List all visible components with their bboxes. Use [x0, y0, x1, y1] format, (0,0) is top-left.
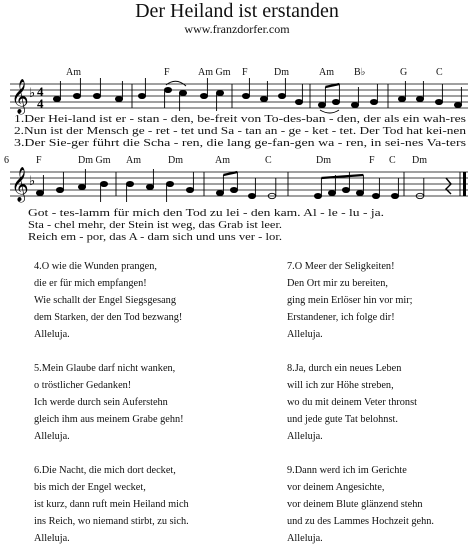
verse-line: 8.Ja, durch ein neues Leben	[287, 363, 402, 374]
verse-7	[287, 258, 474, 343]
verse-line: und zu des Lammes Hochzeit gehn.	[287, 516, 434, 527]
verse-line: ging mein Erlöser hin vor mir;	[287, 295, 413, 306]
chord-symbol: Am	[126, 155, 141, 166]
staff-system-1	[10, 67, 468, 149]
lyrics-system-1	[14, 114, 466, 149]
lyric-line: 1.Der Hei-land ist er - stan - den, be-freit von To-des-ban - den, der als ein wah-res	[14, 114, 467, 125]
chord-symbols-2	[36, 155, 427, 166]
verse-9	[287, 462, 474, 547]
verse-line: 5.Mein Glaube darf nicht wanken,	[34, 363, 176, 374]
treble-clef-icon: 𝄞	[11, 168, 29, 201]
verse-line: ins Reich, wo niemand stirbt, zu sich.	[34, 516, 189, 527]
verse-line: 4.O wie die Wunden prangen,	[34, 261, 157, 272]
verse-line: Alleluja.	[34, 431, 70, 442]
treble-clef-icon: 𝄞	[11, 80, 29, 113]
verse-line: Alleluja.	[34, 533, 70, 544]
measure-number: 6	[4, 155, 9, 166]
chord-symbol: Dm	[316, 155, 331, 166]
website-url[interactable]: www.franzdorfer.com	[184, 22, 290, 36]
lyric-line: Sta - chel mehr, der Stein ist weg, das Grab ist leer.	[28, 220, 282, 231]
additional-verses	[0, 258, 474, 544]
verse-column-right	[287, 258, 474, 547]
chord-symbol: Am Gm	[198, 67, 231, 78]
sheet-music	[0, 0, 474, 258]
chord-symbol: Dm	[274, 67, 289, 78]
staff-system-2	[4, 155, 468, 243]
verse-line: Alleluja.	[34, 329, 70, 340]
chord-symbol: Am	[319, 67, 334, 78]
chord-symbol: B♭	[354, 67, 366, 78]
verse-line: ist kurz, dann ruft mein Heiland mich	[34, 499, 189, 510]
lyric-line: Reich em - por, das A - dam sich und uns ver - lor.	[28, 232, 282, 243]
verse-line: gleich ihm aus meinem Grabe gehn!	[34, 414, 184, 425]
quarter-rest-icon	[446, 178, 451, 194]
verse-line: o tröstlicher Gedanken!	[34, 380, 132, 391]
verse-line: 7.O Meer der Seligkeiten!	[287, 261, 395, 272]
chord-symbol: F	[164, 67, 170, 78]
lyric-line: 2.Nun ist der Mensch ge - ret - tet und Sa - tan an - ge - ket - tet. Der Tod hat kei-nen	[14, 126, 466, 137]
verse-5	[34, 360, 254, 445]
lyric-line: 3.Der Sie-ger führt die Scha - ren, die lang ge-fan-gen wa - ren, in sei-nes Va-ters	[14, 138, 467, 149]
verse-line: und jede gute Tat belohnst.	[287, 414, 398, 425]
chord-symbol: F	[369, 155, 375, 166]
verse-line: Wie schallt der Engel Siegsgesang	[34, 295, 176, 306]
chord-symbol: G	[400, 67, 408, 78]
chord-symbol: Dm Gm	[78, 155, 111, 166]
verse-line: will ich zur Höhe streben,	[287, 380, 394, 391]
time-signature-top: 4	[37, 84, 44, 99]
verse-line: Alleluja.	[287, 431, 323, 442]
song-title: Der Heiland ist erstanden	[135, 0, 339, 22]
flat-key-signature-icon: ♭	[29, 85, 36, 100]
lyrics-system-2	[28, 208, 384, 243]
notes-2	[36, 169, 466, 202]
verse-line: die er für mich empfangen!	[34, 278, 147, 289]
verse-line: wo du mit deinem Veter thronst	[287, 397, 417, 408]
chord-symbol: F	[36, 155, 42, 166]
chord-symbols-1	[66, 67, 443, 78]
chord-symbol: Am	[215, 155, 230, 166]
verse-line: dem Starken, der den Tod bezwang!	[34, 312, 183, 323]
verse-4	[34, 258, 254, 343]
chord-symbol: Dm	[168, 155, 183, 166]
verse-line: Den Ort mir zu bereiten,	[287, 278, 388, 289]
verse-6	[34, 462, 254, 547]
chord-symbol: C	[389, 155, 396, 166]
chord-symbol: F	[242, 67, 248, 78]
verse-line: vor deinem Angesichte,	[287, 482, 385, 493]
verse-line: 9.Dann werd ich im Gerichte	[287, 465, 407, 476]
verse-line: Erstandener, ich folge dir!	[287, 312, 395, 323]
verse-line: vor deinem Blute glänzend stehn	[287, 499, 423, 510]
chord-symbol: C	[265, 155, 272, 166]
verse-column-left	[34, 258, 254, 547]
verse-line: Ich werde durch sein Auferstehn	[34, 397, 168, 408]
chord-symbol: C	[436, 67, 443, 78]
verse-line: 6.Die Nacht, die mich dort decket,	[34, 465, 176, 476]
chord-symbol: Dm	[412, 155, 427, 166]
verse-line: Alleluja.	[287, 533, 323, 544]
staff-lines-2	[10, 172, 468, 196]
verse-line: bis mich der Engel wecket,	[34, 482, 146, 493]
flat-key-signature-icon: ♭	[29, 173, 36, 188]
verse-8	[287, 360, 474, 445]
verse-line: Alleluja.	[287, 329, 323, 340]
chord-symbol: Am	[66, 67, 81, 78]
time-signature-bottom: 4	[37, 96, 44, 111]
lyric-line: Got - tes-lamm für mich den Tod zu lei - den kam. Al - le - lu - ja.	[28, 208, 384, 219]
